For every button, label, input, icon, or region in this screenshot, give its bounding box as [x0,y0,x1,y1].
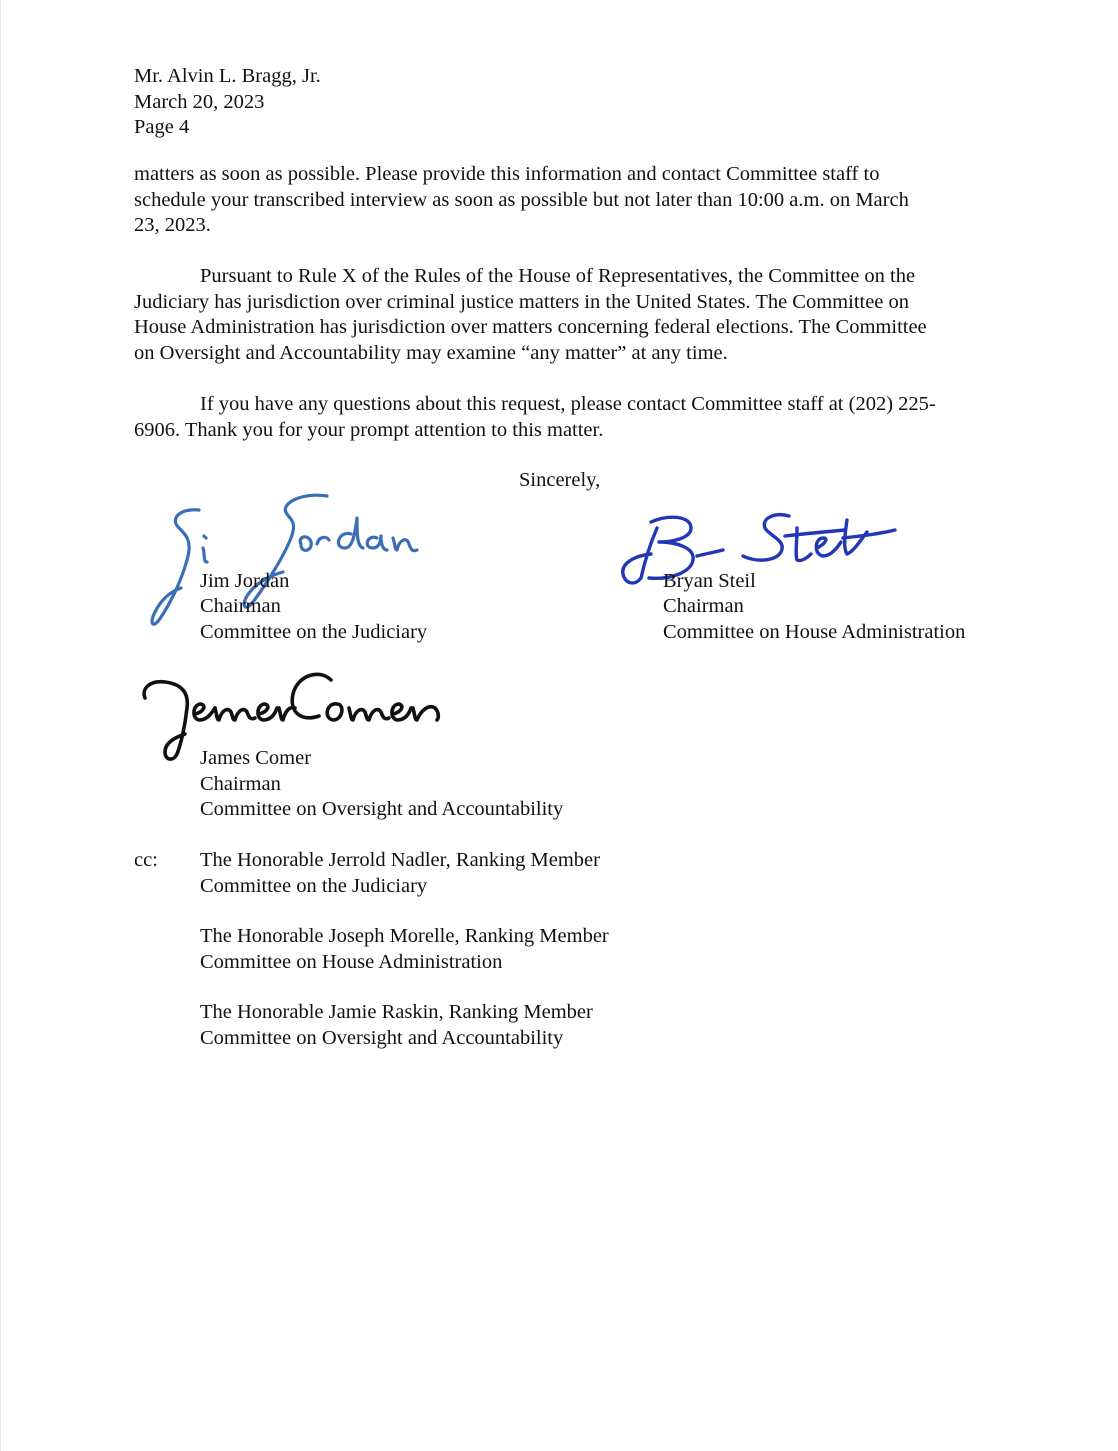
paragraph-line: Judiciary has jurisdiction over criminal justice matters in the United States. The Committee on [134,290,910,313]
paragraph-line: 23, 2023. [134,214,211,236]
paragraph-line: schedule your transcribed interview as soon as possible but not later than 10:00 a.m. on March [134,188,909,211]
paragraph-line: on Oversight and Accountability may examine “any matter” at any time. [134,341,728,364]
paragraph-line: House Administration has jurisdiction over matters concerning federal elections. The Committee [134,316,927,338]
cc-recipient-committee: Committee on Oversight and Accountability [200,1027,564,1049]
cc-recipient-committee: Committee on the Judiciary [200,875,428,897]
signatory-title: Chairman [663,595,744,617]
signature-bryan-steil [611,500,901,600]
signatory-name: Bryan Steil [663,570,756,592]
signatory-name: Jim Jordan [200,570,290,592]
cc-recipient-line: The Honorable Jerrold Nadler, Ranking Member [200,849,600,871]
signatory-committee: Committee on the Judiciary [200,621,428,643]
header-page-number: Page 4 [134,116,190,138]
header-date: March 20, 2023 [134,91,265,113]
closing-salutation: Sincerely, [519,469,601,491]
signatory-title: Chairman [200,773,281,795]
cc-recipient-committee: Committee on House Administration [200,951,503,973]
signatory-committee: Committee on House Administration [663,621,966,643]
paragraph-line: 6906. Thank you for your prompt attention to this matter. [134,418,604,441]
paragraph-1 [134,162,994,239]
paragraph-line: If you have any questions about this request, please contact Committee staff at (202) 225- [200,393,936,415]
signatory-committee: Committee on Oversight and Accountability [200,798,564,820]
signatory-title: Chairman [200,595,281,617]
signature-jim-jordan [141,488,431,638]
paragraph-line: matters as soon as possible. Please provide this information and contact Committee staff to [134,163,880,185]
paragraph-2 [134,264,994,366]
paragraph-3 [134,392,994,443]
header-recipient: Mr. Alvin L. Bragg, Jr. [134,65,321,87]
paragraph-line: Pursuant to Rule X of the Rules of the House of Representatives, the Committee on the [200,265,916,287]
cc-label: cc: [134,849,158,871]
signatory-name: James Comer [200,747,312,769]
cc-recipient-line: The Honorable Joseph Morelle, Ranking Member [200,925,609,947]
cc-recipient-line: The Honorable Jamie Raskin, Ranking Member [200,1001,593,1023]
